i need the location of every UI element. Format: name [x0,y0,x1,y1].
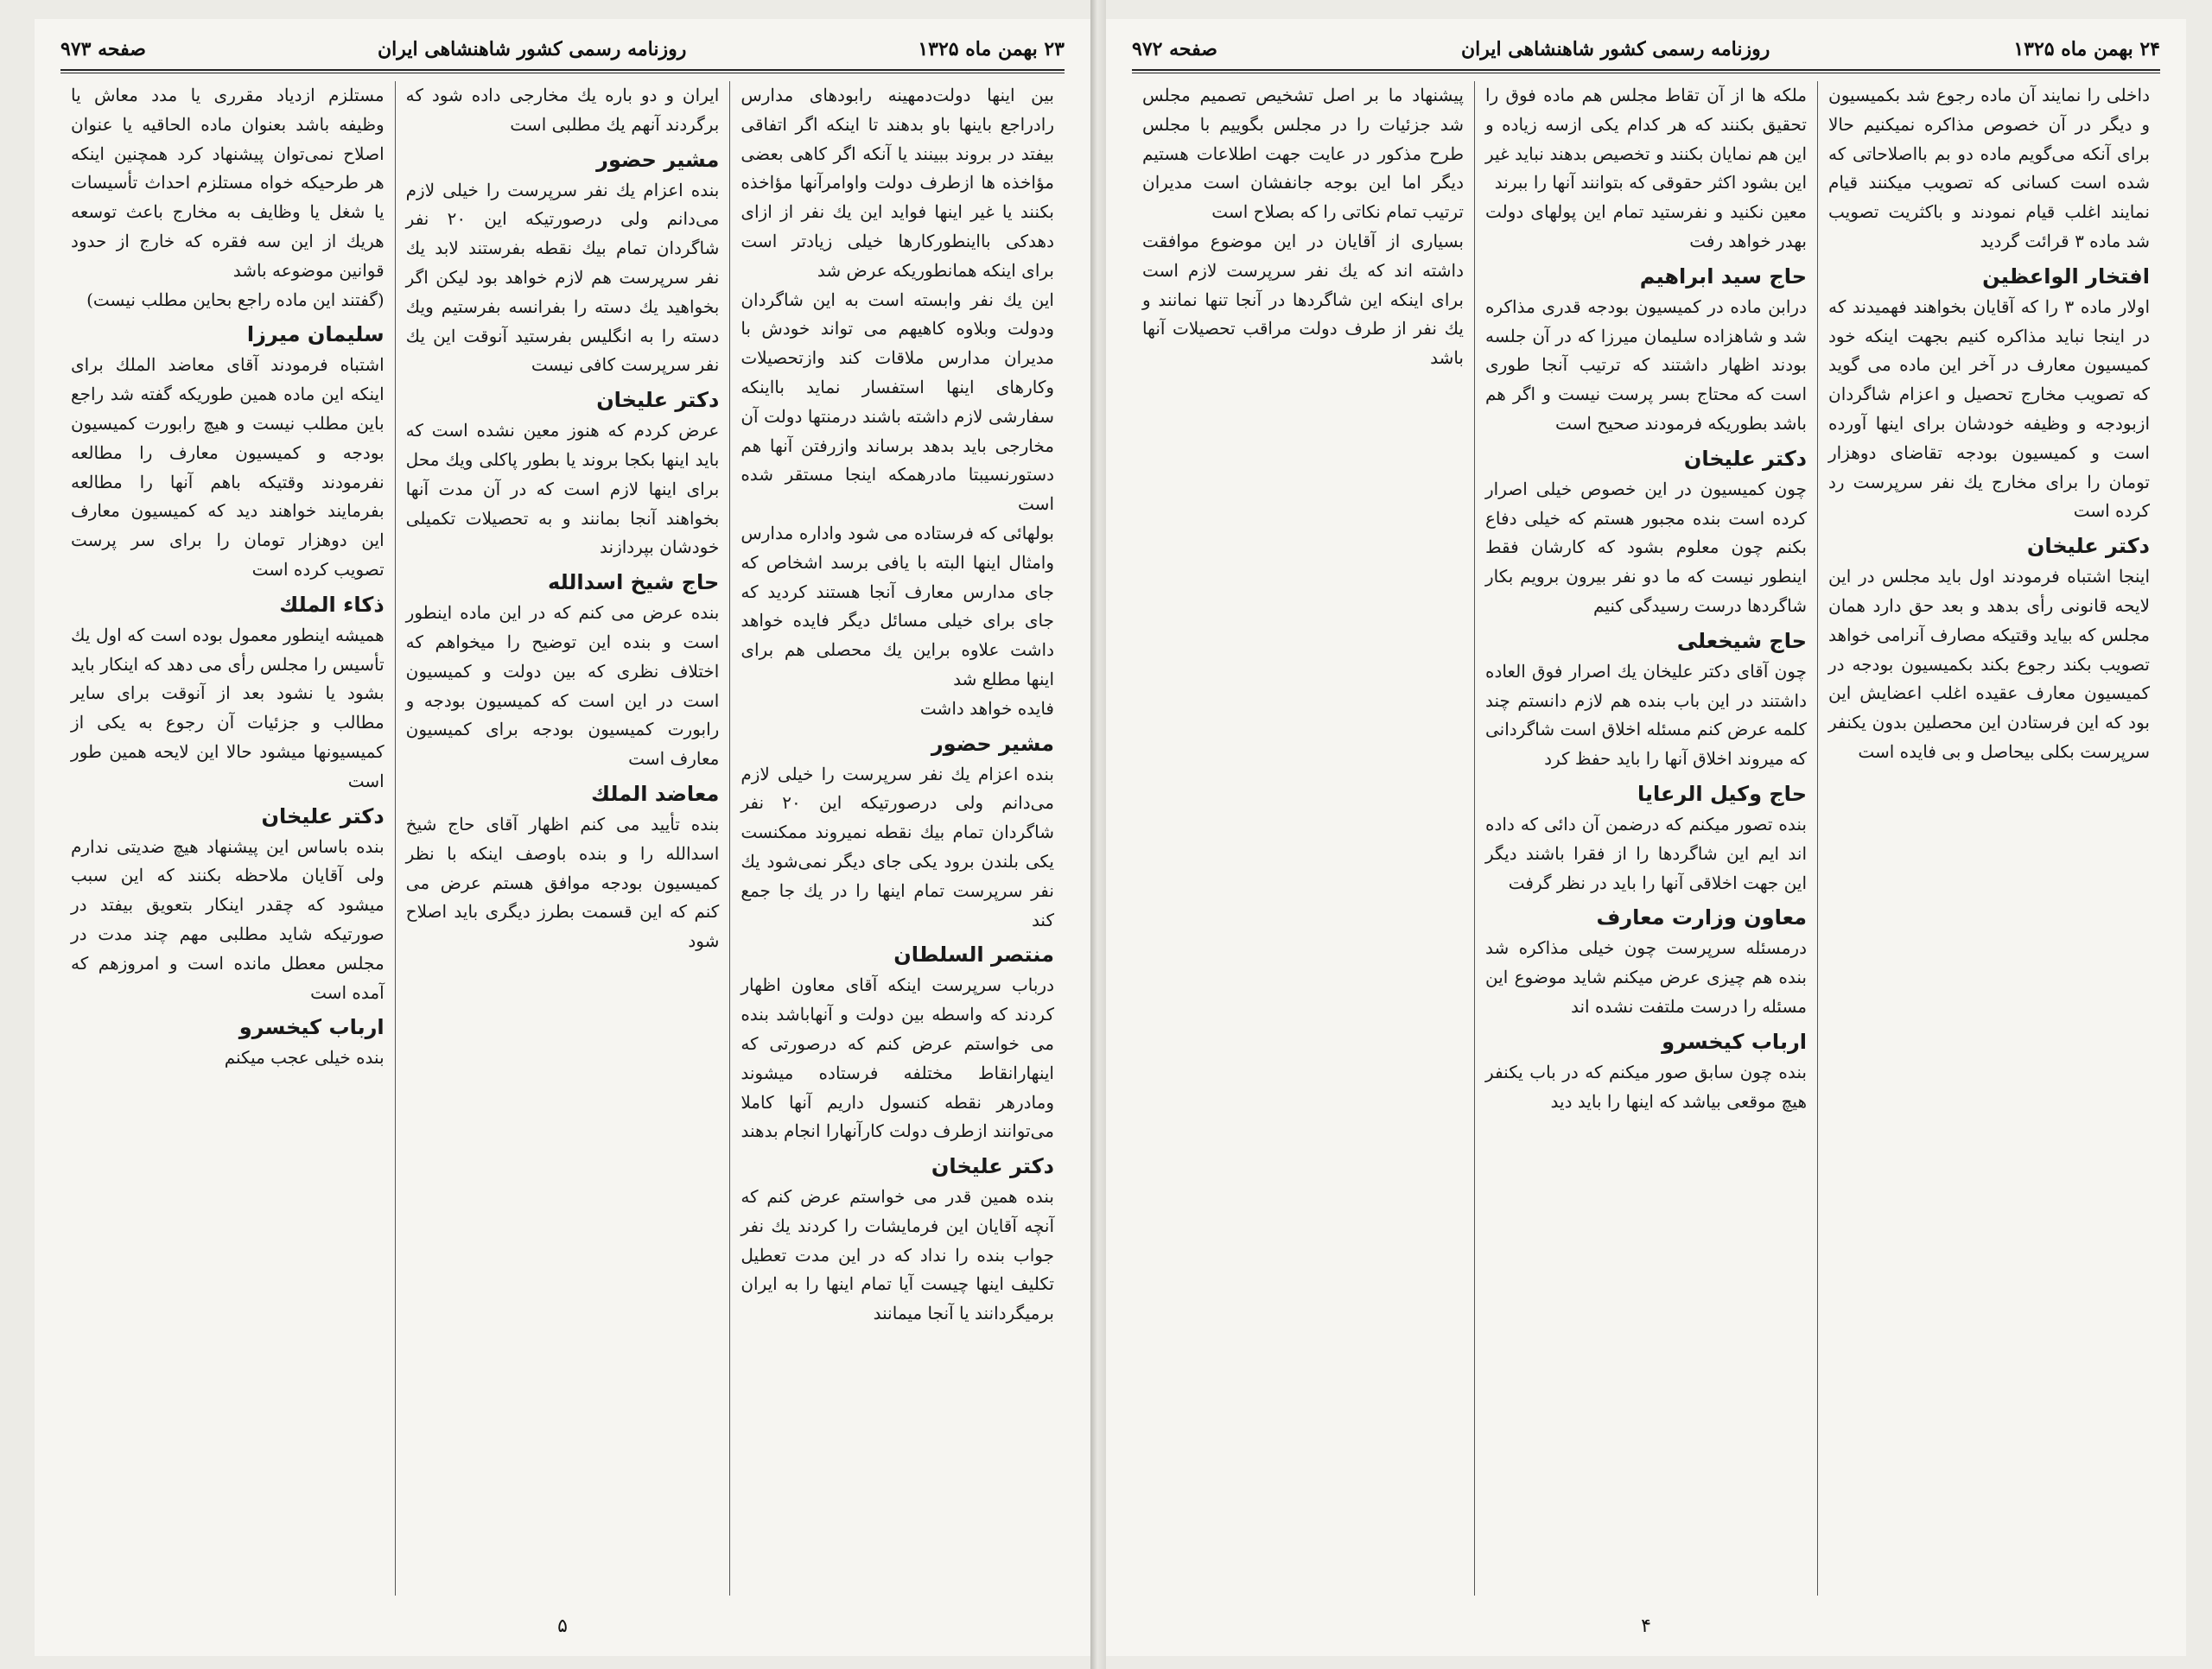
column-paragraph: بسیاری از آقایان در این موضوع موافقت داشته اند که یك نفر سرپرست لازم است برای اینکه این شاگردها در آنجا تنها نمانند و یك نفر از طرف دولت مراقب تحصیلات آنها باشد [1142,230,1464,369]
folio-number: ۵ [557,1615,568,1637]
issue-date: ۲۳ بهمن ماه ۱۳۲۵ [918,38,1065,60]
speech-text: بنده اعزام یك نفر سرپرست را خیلی لازم می‌دانم ولی درصورتیکه این ۲۰ نفر شاگردان تمام بیك نقطه بفرستند لابد یك نفر سرپرست هم لازم خواهد بود لیکن اگر بخواهید یك دسته را بفرانسه بفرستیم ویك دسته را به انگلیس بفرستید آنوقت این یك نفر سرپرست کافی نیست [405,179,720,376]
speech-text: بنده باساس این پیشنهاد هیچ ضدیتی ندارم ولی آقایان ملاحظه بکنند که این سبب میشود که چقدر اینکار بتعویق بیفتد در صورتیکه شاید مطلبی مهم چند مدت در مجلس معطل مانده است و امروزهم که آمده است [70,835,385,1003]
speaker-name: ارباب کیخسرو [1662,1029,1807,1054]
speech-text: بنده تأیید می کنم اظهار آقای حاج شیخ اسدالله را و بنده باوصف اینکه با نظر کمیسیون بودجه موافق هستم عرض می کنم که این قسمت بطرز دیگری باید اصلاح شود [405,813,720,952]
text-column [1132,81,1474,1596]
header-rule [60,69,1065,71]
speech-text: درباب سرپرست اینکه آقای معاون اظهار کردند که واسطه بین دولت و آنهاباشد بنده می خواستم عرض کنم که درصورتی که اینهارانقاط مختلفه فرستاده میشوند ومادرهر نقطه کنسول داریم آنها کاملا می‌توانند ازطرف دولت کارآنهارا انجام بدهند [741,974,1054,1142]
speech-text: اینجا اشتباه فرمودند اول باید مجلس در این لایحه قانونی رأی بدهد و بعد حق دارد همان مجلس که بیاید وقتیکه مصارف آنرامی خواهد تصویب بکند رجوع بکند بکمیسیون بودجه در کمیسیون معارف عقیده اغلب اعضایش این بود که این فرستادن این محصلین بدون یکنفر سرپرست بکلی بیحاصل و بی فایده است [1828,566,2150,762]
speech-text: بنده عرض می کنم که در این ماده اینطور است و بنده این توضیح را میخواهم که اختلاف نظری که بین دولت و کمیسیون است در این است که کمیسیون بودجه و رابورت کمیسیون بودجه برای کمیسیون معارف است [405,602,720,770]
speaker-name: منتصر السلطان [893,942,1054,968]
left-page-header [60,31,1065,67]
speech-text: بنده اعزام یك نفر سرپرست را خیلی لازم می‌دانم ولی درصورتیکه این ۲۰ نفر شاگردان تمام بیك نقطه نمیروند ممکنست یکی بلندن برود یکی جای دیگر نمی‌شود یك نفر سرپرست تمام اینها را در یك جا جمع کند [741,763,1055,930]
speech-text: اشتباه فرمودند آقای معاضد الملك برای اینکه این ماده همین طوریکه گفته شد راجع باین مطلب نیست و هیچ رابورت کمیسیون بودجه و کمیسیون معارف را مطالعه نفرمودند وقتیکه باهم آنها را مطالعه بفرمایند خواهند دید که کمیسیون معارف این دوهزار تومان را برای سر پرست تصویب کرده است [70,354,385,580]
text-column [60,81,395,1596]
speaker-name: حاج شیخعلی [1676,628,1807,653]
column-paragraph: پیشنهاد ما بر اصل تشخیص تصمیم مجلس شد جزئیات را در مجلس بگوییم با مجلس طرح مذکور در عایت جهت اطلاعات هستیم دیگر اما این بوجه جانفشان است مدیران ترتیب تمام نکاتی را که بصلاح است [1142,85,1464,223]
right-page-columns [1132,81,2160,1596]
speech-text: درابن ماده در کمیسیون بودجه قدری مذاکره شد و شاهزاده سلیمان میرزا که در آن جلسه بودند اظهار داشتند که ترتیب آنجا طوری است که محتاج بسر پرست نیست و اگر هم باشد بطوریکه فرمودند صحیح است [1485,295,1807,434]
speaker-name: دکتر علیخان [931,1154,1054,1179]
speech-text: بنده چون سابق صور میکنم که در باب یکنفر هیچ موقعی بیاشد که اینها را باید دید [1485,1061,1807,1112]
folio-number: ۴ [1641,1615,1651,1637]
speaker-name: مشیر حضور [931,731,1054,756]
speech-text: بنده همین قدر می خواستم عرض کنم که آنچه آقایان این فرمایشات را کردند یك نفر جواب بنده را نداد که در این مدت تعطیل تکلیف اینها چیست آیا تمام اینها را به ایران برمیگردانند یا آنجا میمانند [741,1186,1054,1324]
column-paragraph: (گفتند این ماده راجع بحاین مطلب نیست) [86,289,385,310]
text-column [395,81,730,1596]
speaker-name: دکتر علیخان [2026,534,2150,559]
page-number-label: صفحه ۹۷۲ [1132,38,1217,60]
column-paragraph: این یك نفر وابسته است به این شاگردان ودولت وبلاوه کاهیهم می تواند خودش با مدیران مدارس ملاقات کند وازتحصیلات وکارهای اینها استفسار نماید بااینکه سفارشی لازم داشته باشند درمنتها دولت آن مخارجی باید بدهد برساند وازرفتن آنها هم دستورنسیبتا مادرهمکه اینجا مستقر شده است [741,289,1054,515]
speaker-name: دکتر علیخان [261,803,385,828]
speaker-name: مشیر حضور [596,147,720,172]
speech-text: چون آقای دکتر علیخان یك اصرار فوق العاده داشتند در این باب بنده هم لازم دانستم چند کلمه عرض کنم مسئله اخلاق است شاگردانی که میروند اخلاق آنها را باید حفظ کرد [1485,660,1807,770]
speaker-name: دکتر علیخان [596,388,720,413]
speech-text: درمسئله سرپرست چون خیلی مذاکره شد بنده هم چیزی عرض میکنم شاید موضوع این مسئله را درست ملتفت نشده اند [1485,937,1807,1017]
speech-text: همیشه اینطور معمول بوده است که اول یك تأسیس را مجلس رأی می دهد که اینکار باید بشود یا نشود بعد از آنوقت برای سایر مطالب و جزئیات آن رجوع به یکی از کمیسیونها میشود حالا این لایحه همین طور است [70,624,385,791]
column-paragraph: بین اینها دولت‌دمهینه رابودهای مدارس رادراجع باینها باو بدهند تا اینکه اگر اتفاقی بیفتد در بروند ببینند یا آنکه اگر کاهی بعضی مؤاخذه ها ازطرف دولت واوامرآنها مؤاخذه بکنند یا غیر اینها فواید این یك نفر از ازای دهدکی بااینطورکارها خیلی زیادتر است برای اینکه همانطوریکه عرض شد [741,85,1054,281]
speaker-name: ذکاء الملك [279,592,385,617]
speech-text: عرض کردم که هنوز معین نشده است که باید اینها بکجا بروند یا بطور پاکلی ویك محل برای اینها لازم است که در آن مدت آنها بخواهند آنجا بمانند و به تحصیلات تکمیلی خودشان بپردازند [405,420,720,558]
left-page-columns [60,81,1065,1596]
speech-text: چون کمیسیون در این خصوص خیلی اصرار کرده است بنده مجبور هستم که خیلی دفاع بکنم چون معلوم بشود که کارشان فقط اینطور نیست که ما دو نفر بیرون برویم بکار شاگردها درست رسیدگی کنیم [1485,478,1807,616]
speaker-name: معاضد الملك [591,781,720,806]
column-paragraph: فایده خواهد داشت [919,697,1054,719]
speech-text: اولار ماده ۳ را که آقایان بخواهند فهمیدند که در اینجا نباید مذاکره کنیم بجهت اینکه خود کمیسیون معارف در آخر این ماده می گوید که تصویب مخارج تحصیل و اعزام شاگردان ازبودجه و وظیفه خودشان برای اینها آورده است و کمیسیون بودجه تقاضای دوهزار تومان را برای مخارج یك نفر سرپرست رد کرده است [1828,295,2151,522]
column-paragraph: معین نکنید و نفرستید تمام این پولهای دولت بهدر خواهد رفت [1485,201,1807,251]
page-number-label: صفحه ۹۷۳ [60,38,146,60]
speaker-name: حاج سید ابراهیم [1639,263,1807,289]
right-page [1106,19,2186,1656]
speaker-name: افتخار الواعظین [1982,263,2150,289]
text-column [1817,81,2160,1596]
issue-date: ۲۴ بهمن ماه ۱۳۲۵ [2013,38,2160,60]
column-paragraph: ایران و دو باره یك مخارجی داده شود که برگردند آنهم یك مطلبی است [405,85,720,135]
speaker-name: دکتر علیخان [1683,446,1807,471]
column-paragraph: مستلزم ازدیاد مقرری یا مدد معاش یا وظیفه باشد بعنوان ماده الحاقیه یا عنوان اصلاح نمی‌توان پیشنهاد کرد همچنین اینکه هر طرحیکه خواه مستلزم احداث تأسیسات یا شغل یا وظایف به مخارج باعث توسعه هریك از این سه فقره که خارج از حدود قوانین موضوعه باشد [70,85,385,281]
header-rule [1132,69,2160,71]
speaker-name: حاج وکیل الرعایا [1637,781,1807,806]
column-paragraph: داخلی را نمایند آن ماده رجوع شد بکمیسیون و دیگر در آن خصوص مذاکره نمیکنیم حالا برای آنکه می‌گویم ماده دو بم بااصلاحاتی که شده است کسانی که تصویب میکنند قیام نمایند اغلب قیام نمودند و باکثریت تصویب شد ماده ۳ قرائت گردید [1828,85,2150,251]
newspaper-title: روزنامه رسمی کشور شاهنشاهی ایران [1460,38,1770,60]
speaker-name: ارباب کیخسرو [238,1015,385,1040]
text-column [729,81,1065,1596]
left-page [35,19,1090,1656]
newspaper-title: روزنامه رسمی کشور شاهنشاهی ایران [377,38,687,60]
speaker-name: سلیمان میرزا [246,322,385,347]
column-paragraph: ملکه ها از آن تقاط مجلس هم ماده فوق را تحقیق بکنند که هر کدام یکی ازسه زیاده و این هم نمایان بکنند و تخصیص بدهند نباید غیر این بشود اکثر حقوقی که بتوانند آنها را ببرند [1485,85,1807,194]
page-gutter [1090,0,1106,1669]
speech-text: بنده تصور میکنم که درضمن آن دائی که داده اند ایم این شاگردها را از فقرا باشند دیگر این جهت اخلاقی آنها را باید در نظر گرفت [1485,813,1807,893]
speaker-name: حاج شیخ اسدالله [548,570,720,595]
column-paragraph: بولهائی که فرستاده می شود واداره مدارس وامثال اینها البته با یافی برسد اشخاص که جای مدارس معارف آنجا هستند کردید که جای برای خیلی مسائل دیگر فایده خواهد داشت علاوه براین یك محصلی هم برای اینها مطلع شد [741,522,1054,689]
text-column [1474,81,1817,1596]
right-page-header [1132,31,2160,67]
speech-text: بنده خیلی عجب میکنم [224,1047,385,1069]
speaker-name: معاون وزارت معارف [1596,905,1807,930]
